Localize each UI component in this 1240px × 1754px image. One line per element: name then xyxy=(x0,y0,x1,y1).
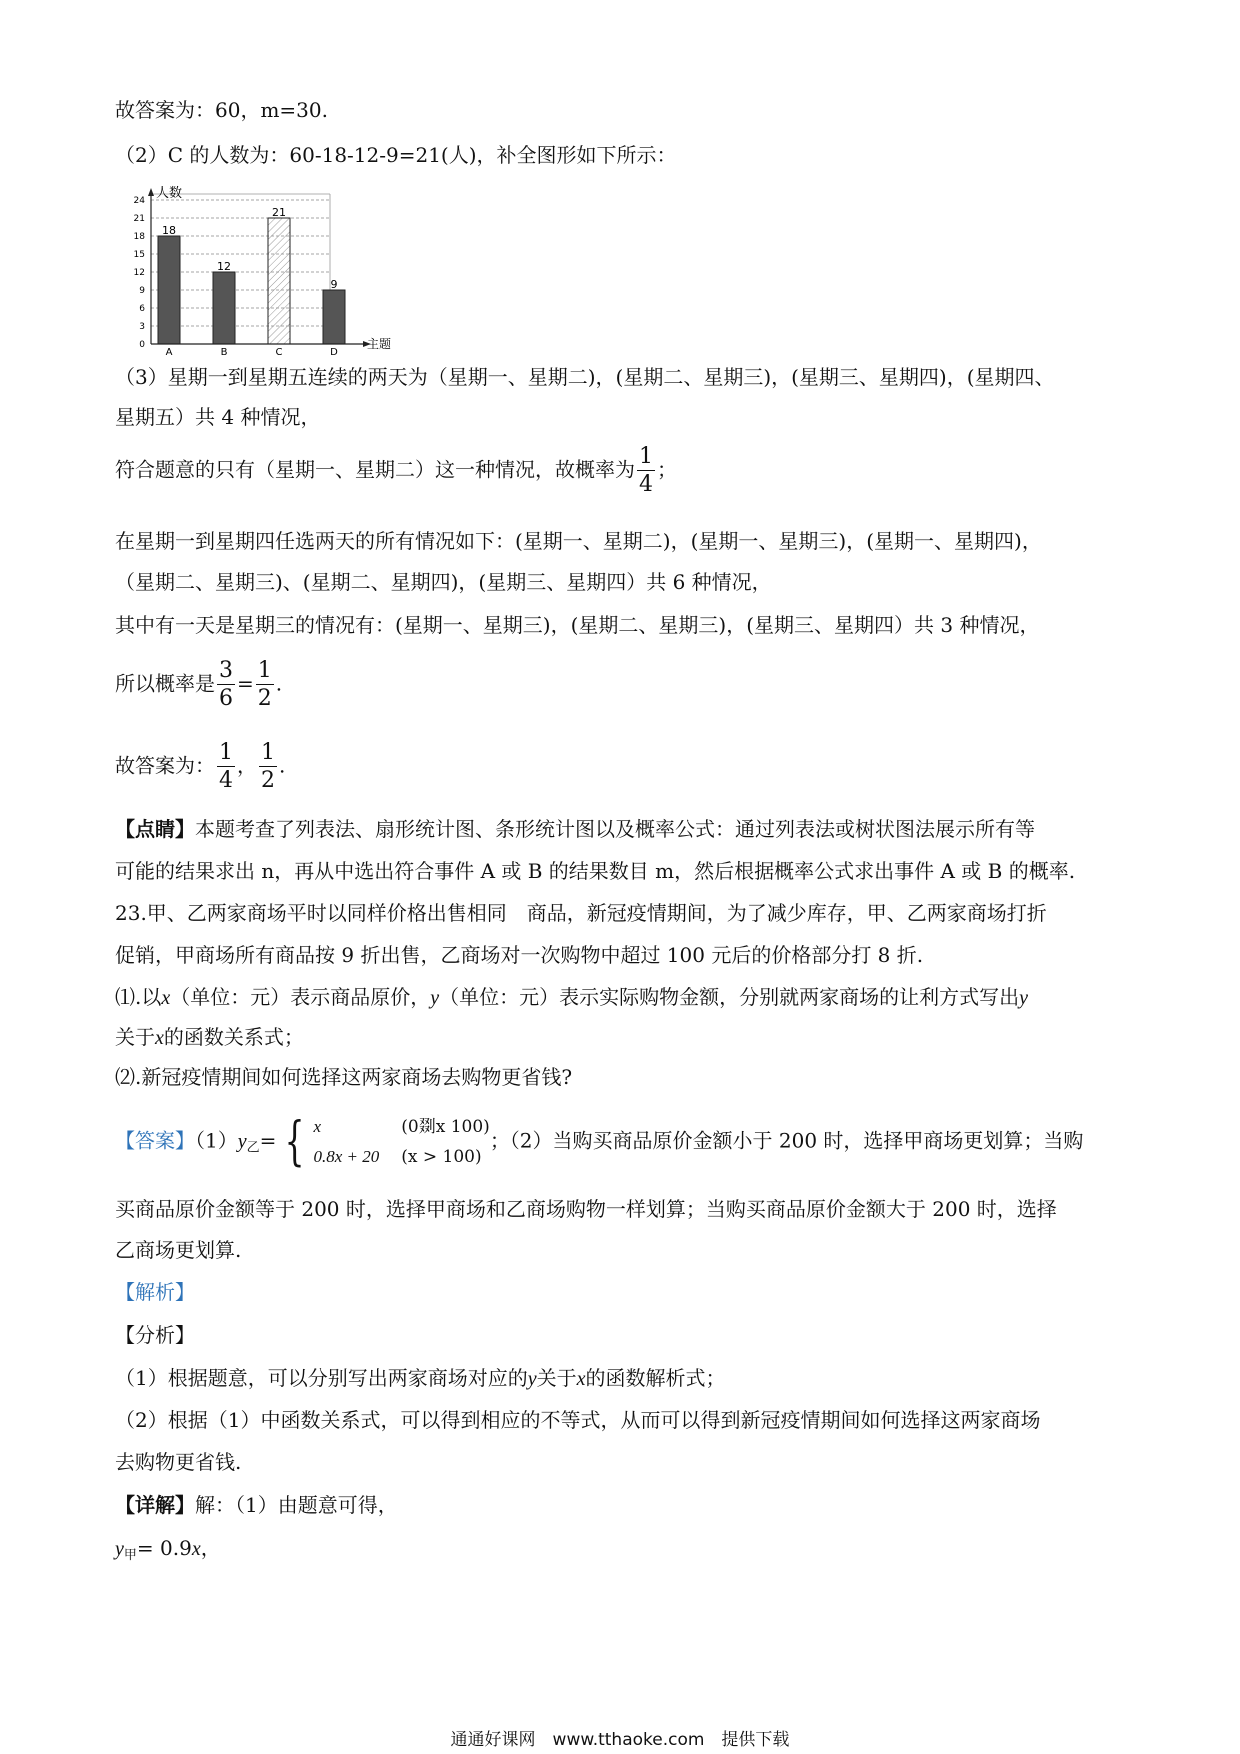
bar-C xyxy=(268,218,290,344)
text: ；（2）当购买商品原价金额小于 200 时，选择甲商场更划算；当购 xyxy=(489,1128,1084,1153)
bar-B xyxy=(213,272,235,344)
denominator: 2 xyxy=(257,686,272,711)
part3-line-2: 星期五）共 4 种情况， xyxy=(115,405,321,429)
math-y: y xyxy=(430,987,440,1009)
numerator: 1 xyxy=(639,444,653,469)
text: （单位：元）表示商品原价， xyxy=(170,985,431,1009)
text: 故答案为： xyxy=(115,753,215,778)
text: 解：（1）由题意可得， xyxy=(195,1493,398,1517)
fenxi-line-3: 去购物更省钱. xyxy=(115,1450,242,1474)
y-tick-label: 15 xyxy=(133,250,145,260)
y-tick-label: 24 xyxy=(133,196,145,206)
text: = 0.9 xyxy=(136,1536,192,1560)
condition-2: (x > 100) xyxy=(401,1147,482,1167)
y-tick-label: 12 xyxy=(133,268,145,278)
piece-1: x xyxy=(313,1117,322,1136)
subscript-jia: 甲 xyxy=(123,1548,137,1563)
numerator: 1 xyxy=(257,658,272,683)
q23-line-2: 促销，甲商场所有商品按 9 折出售，乙商场对一次购物中超过 100 元后的价格部分打 8 折. xyxy=(115,943,924,967)
fenxi-line-2: （2）根据（1）中函数关系式，可以得到相应的不等式，从而可以得到新冠疫情期间如何选择这两家商场 xyxy=(115,1408,1041,1432)
text: （1）根据题意，可以分别写出两家商场对应的 xyxy=(115,1366,528,1390)
chart-x-categories xyxy=(166,347,339,358)
text: 符合题意的只有（星期一、星期二）这一种情况，故概率为 xyxy=(115,457,635,482)
fenxi-heading: 【分析】 xyxy=(115,1323,195,1347)
piece-2: 0.8x + 20 xyxy=(313,1147,380,1166)
tip-line-1 xyxy=(115,815,1035,843)
left-brace: { xyxy=(285,1112,305,1172)
text: （1） xyxy=(195,1128,238,1153)
part2-line: （2）C 的人数为：60-18-12-9=21(人)，补全图形如下所示： xyxy=(115,143,677,167)
text: 关于 xyxy=(115,1025,155,1049)
text: ⑴.以 xyxy=(115,985,162,1009)
answer-line-2 xyxy=(115,742,285,792)
text: 本题考查了列表法、扇形统计图、条形统计图以及概率公式：通过列表法或树状图法展示所有等 xyxy=(195,817,1035,841)
fraction-1-4-b xyxy=(217,742,235,792)
math-x: x xyxy=(155,1027,164,1049)
answer-block xyxy=(115,1112,1083,1172)
y-tick-label: 0 xyxy=(139,340,145,350)
chart-y-ticks xyxy=(134,196,146,350)
tip-line-2: 可能的结果求出 n，再从中选出符合事件 A 或 B 的结果数目 m，然后根据概率公式求出事件 A 或 B 的概率. xyxy=(115,859,1076,883)
math-y: y xyxy=(527,1368,537,1390)
bar-value-label: 9 xyxy=(330,278,338,291)
math-x: x xyxy=(191,1538,201,1560)
y-tick-label: 3 xyxy=(139,322,145,332)
answer-line-4: 乙商场更划算. xyxy=(115,1238,242,1262)
chart-x-label: 主题 xyxy=(367,337,392,351)
x-category-label: C xyxy=(275,347,283,358)
text: ， xyxy=(200,1536,221,1560)
answer-line-3: 买商品原价金额等于 200 时，选择甲商场和乙商场购物一样划算；当购买商品原价金额大于 200 时，选择 xyxy=(115,1197,1057,1221)
bar-chart xyxy=(115,180,415,358)
text: 关于 xyxy=(536,1366,577,1390)
math-x: x xyxy=(161,987,171,1009)
piecewise-conditions xyxy=(401,1112,490,1172)
analysis-heading: 【解析】 xyxy=(115,1280,195,1304)
x-category-label: B xyxy=(220,347,228,358)
piecewise-expressions xyxy=(314,1112,380,1172)
q23-line-5: ⑵.新冠疫情期间如何选择这两家商场去购物更省钱? xyxy=(115,1065,573,1089)
page-footer: 通通好课网 www.tthaoke.com 提供下载 xyxy=(450,1730,790,1750)
bar-D xyxy=(323,290,345,344)
fraction-1-2-b xyxy=(259,742,277,792)
text: 的函数解析式； xyxy=(585,1366,726,1390)
denominator: 4 xyxy=(219,768,233,793)
q23-line-4 xyxy=(115,1023,304,1052)
fraction-1-4 xyxy=(637,446,655,496)
y-tick-label: 18 xyxy=(133,232,145,242)
y-tick-label: 21 xyxy=(133,214,145,224)
condition-1: (0剟x 100) xyxy=(401,1117,490,1137)
math-y: y xyxy=(237,1130,247,1153)
detail-heading: 【详解】 xyxy=(115,1493,195,1517)
fraction-3-6 xyxy=(217,660,235,710)
numerator: 1 xyxy=(261,740,275,765)
part3-line-4: 在星期一到星期四任选两天的所有情况如下：(星期一、星期二)，(星期一、星期三)，(星期一、星期四)， xyxy=(115,529,1042,553)
text: 的函数关系式； xyxy=(163,1025,304,1049)
math-y: y xyxy=(115,1538,124,1560)
part3-line-1: （3）星期一到星期五连续的两天为（星期一、星期二)，(星期二、星期三)，(星期三、星期四)，(星期四、 xyxy=(115,365,1055,389)
chart-y-label: 人数 xyxy=(156,186,183,201)
x-category-label: D xyxy=(330,347,338,358)
y-axis-arrow xyxy=(148,188,154,196)
answer-heading: 【答案】 xyxy=(115,1128,195,1153)
q23-line-1: 23.甲、乙两家商场平时以同样价格出售相同 商品，新冠疫情期间，为了减少库存，甲、乙两家商场打折 xyxy=(115,901,1047,925)
fenxi-line-1 xyxy=(115,1364,726,1393)
subscript-yi: 乙 xyxy=(246,1140,260,1156)
tip-heading: 【点睛】 xyxy=(115,817,195,841)
y-tick-label: 6 xyxy=(139,304,145,314)
denominator: 2 xyxy=(261,768,275,793)
fraction-1-2 xyxy=(256,660,274,710)
detail-line-2 xyxy=(115,1534,221,1570)
text: 所以概率是 xyxy=(115,671,215,696)
denominator: 6 xyxy=(219,686,233,711)
y-tick-label: 9 xyxy=(139,286,145,296)
math-x: x xyxy=(576,1368,586,1390)
bar-value-label: 18 xyxy=(162,224,176,237)
bar-value-label: 21 xyxy=(272,206,286,219)
answer-line-1: 故答案为：60，m=30. xyxy=(115,98,328,122)
part3-line-6: 其中有一天是星期三的情况有：(星期一、星期三)，(星期二、星期三)，(星期三、星期四）共 3 种情况， xyxy=(115,613,1040,637)
bar-A xyxy=(158,236,180,344)
separator: ， xyxy=(237,753,257,778)
math-y: y xyxy=(1019,987,1029,1009)
text: ； xyxy=(657,457,677,482)
chart-bars xyxy=(158,206,345,344)
x-category-label: A xyxy=(165,347,173,358)
equals: = xyxy=(259,1128,277,1153)
bar-value-label: 12 xyxy=(217,260,231,273)
part3-line-5: （星期二、星期三)、(星期二、星期四)，(星期三、星期四）共 6 种情况， xyxy=(115,570,772,594)
period: . xyxy=(279,753,286,778)
detail-line-1 xyxy=(115,1491,398,1519)
equals: = xyxy=(237,671,254,696)
part3-line-3 xyxy=(115,446,677,496)
q23-line-3 xyxy=(115,983,1028,1012)
numerator: 3 xyxy=(219,658,233,683)
period: . xyxy=(275,671,283,696)
numerator: 1 xyxy=(219,740,233,765)
denominator: 4 xyxy=(639,472,653,497)
text: （单位：元）表示实际购物金额，分别就两家商场的让利方式写出 xyxy=(439,985,1020,1009)
probability-line xyxy=(115,660,282,710)
